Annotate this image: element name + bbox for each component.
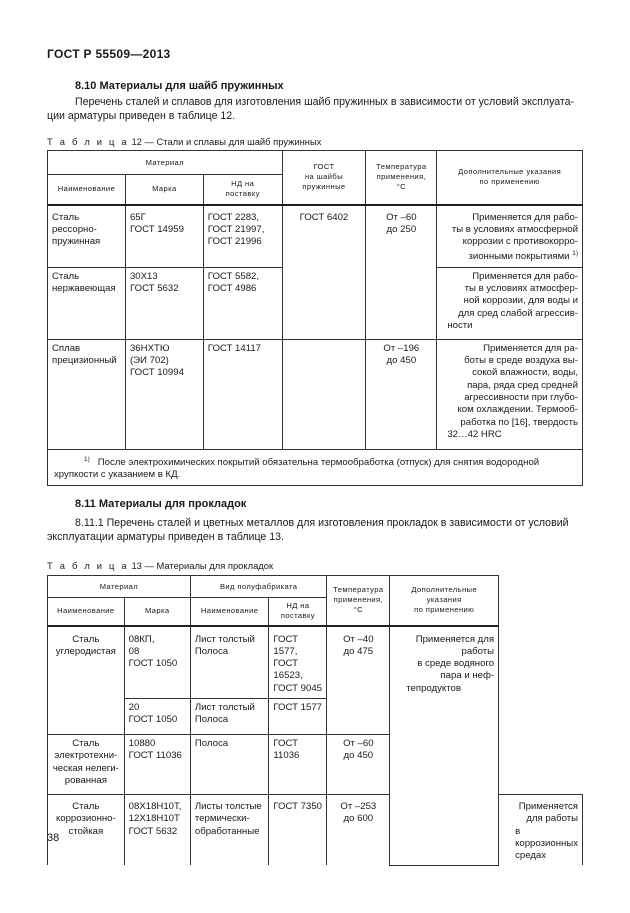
t13-g1s2-semi: Лист толстый Полоса — [190, 698, 269, 734]
t13-header-notes: Дополнительные указания по применению — [390, 576, 499, 626]
t13-g2-nd: ГОСТ 11036 — [269, 734, 327, 794]
t13-header-material: Материал — [48, 576, 191, 598]
section-title-8-11: 8.11 Материалы для прокладок — [75, 498, 247, 510]
table13-caption: Т а б л и ц а 13 — Материалы для прокладок — [47, 560, 274, 571]
t13-g2-name: Сталь электротехни- ческая нелеги- рованная — [48, 734, 125, 794]
document-code: ГОСТ Р 55509—2013 — [47, 47, 171, 61]
t13-header-grade: Марка — [124, 598, 190, 626]
table-13 — [47, 575, 583, 866]
t12-r2-nd: ГОСТ 5582, ГОСТ 4986 — [203, 267, 282, 339]
section-8-11-para-line1: 8.11.1 Перечень сталей и цветных металлов для изготовления прокладок в зависимости от условий — [75, 517, 569, 529]
section-8-10-para-line2: ции арматуры приведен в таблице 12. — [47, 110, 236, 122]
t12-header-gost: ГОСТ на шайбы пружинные — [282, 151, 366, 205]
section-8-11-para-line2: эксплуатации арматуры приведен в таблице 13. — [47, 531, 284, 543]
t12-r3-note: Применяется для ра- боты в среде воздуха вы- сокой влажности, воды, пара, ряда сред средней агрессивности при глубо- ком охлаждении. Термооб- работка по [16], твердость 32…42 HRC — [437, 339, 583, 449]
t13-g1s1-semi: Лист толстый Полоса — [190, 626, 269, 699]
t12-temp-group2: От –196 до 450 — [366, 339, 437, 449]
t13-g3-grade: 08Х18Н10Т, 12Х18Н10Т ГОСТ 5632 — [124, 794, 190, 865]
t12-header-nd: НД на поставку — [203, 175, 282, 205]
t13-g1s1-nd: ГОСТ 1577, ГОСТ 16523, ГОСТ 9045 — [269, 626, 327, 699]
t12-r1-grade: 65Г ГОСТ 14959 — [125, 205, 203, 268]
t12-r2-name: Сталь нержавеющая — [48, 267, 126, 339]
t12-r3-nd: ГОСТ 14117 — [203, 339, 282, 449]
section-8-10-para-line1: Перечень сталей и сплавов для изготовления шайб пружинных в зависимости от условий эксплуата- — [75, 96, 575, 108]
t13-header-nd: НД на поставку — [269, 598, 327, 626]
t13-g3-name: Сталь коррозионно- стойкая — [48, 794, 125, 865]
t13-header-semi: Вид полуфабриката — [190, 576, 327, 598]
t12-header-material: Материал — [48, 151, 283, 175]
t13-g3-note: Применяется для работы в коррозионных средах — [499, 794, 583, 865]
table-row — [48, 339, 583, 449]
t12-temp-group1: От –60 до 250 — [366, 205, 437, 340]
t13-g3-nd: ГОСТ 7350 — [269, 794, 327, 865]
t12-header-temp: Температура применения, °С — [366, 151, 437, 205]
t12-r3-name: Сплав прецизионный — [48, 339, 126, 449]
t13-g2-semi: Полоса — [190, 734, 269, 794]
t13-g3-temp: От –253 до 600 — [327, 794, 390, 865]
table-12 — [47, 150, 583, 486]
t13-g1-note: Применяется для работы в среде водяного пара и неф- тепродуктов — [390, 626, 499, 866]
t12-gost-washer: ГОСТ 6402 — [282, 205, 366, 340]
t13-header-temp: Температура применения, °С — [327, 576, 390, 626]
table-row — [48, 794, 583, 865]
table-row — [48, 205, 583, 268]
t13-header-semi-name: Наименование — [190, 598, 269, 626]
t12-r3-grade: 36НХТЮ (ЭИ 702) ГОСТ 10994 — [125, 339, 203, 449]
t13-g1s2-nd: ГОСТ 1577 — [269, 698, 327, 734]
t13-header-name: Наименование — [48, 598, 125, 626]
t13-g1-temp: От –40 до 475 — [327, 626, 390, 735]
t12-header-name: Наименование — [48, 175, 126, 205]
t12-r1-nd: ГОСТ 2283, ГОСТ 21997, ГОСТ 21996 — [203, 205, 282, 268]
t12-r1-note: Применяется для рабо- ты в условиях атмосферной коррозии с противокорро- зионными покрытиями $^{1)}$ — [437, 205, 583, 268]
section-title-8-10: 8.10 Материалы для шайб пружинных — [75, 80, 284, 92]
t12-header-grade: Марка — [125, 175, 203, 205]
table-row — [48, 734, 583, 794]
page-number: 38 — [47, 832, 60, 844]
t13-g1s1-grade: 08КП, 08 ГОСТ 1050 — [124, 626, 190, 699]
t12-header-notes: Дополнительные указания по применению — [437, 151, 583, 205]
t13-g2-grade: 10880 ГОСТ 11036 — [124, 734, 190, 794]
t13-g3-semi: Листы толстые термически- обработанные — [190, 794, 269, 865]
table12-caption: Т а б л и ц а 12 — Стали и сплавы для шайб пружинных — [47, 136, 322, 147]
t13-g2-temp: От –60 до 450 — [327, 734, 390, 794]
t12-r1-name: Сталь рессорно- пружинная — [48, 205, 126, 268]
t12-r3-gost-cont — [282, 339, 366, 449]
t13-g1s2-grade: 20 ГОСТ 1050 — [124, 698, 190, 734]
t13-g1-name: Сталь углеродистая — [48, 626, 125, 735]
table-row — [48, 626, 583, 699]
t12-footnote: $^{1)}$ После электрохимических покрытий обязательна термообработка (отпуск) для снятия водородной хрупкости с указанием в КД. — [48, 449, 583, 485]
t12-r2-grade: 30Х13 ГОСТ 5632 — [125, 267, 203, 339]
table-row — [48, 698, 583, 734]
t12-r2-note: Применяется для рабо- ты в условиях атмосфер- ной коррозии, для воды и для сред слабой агрессив- ности — [437, 267, 583, 339]
